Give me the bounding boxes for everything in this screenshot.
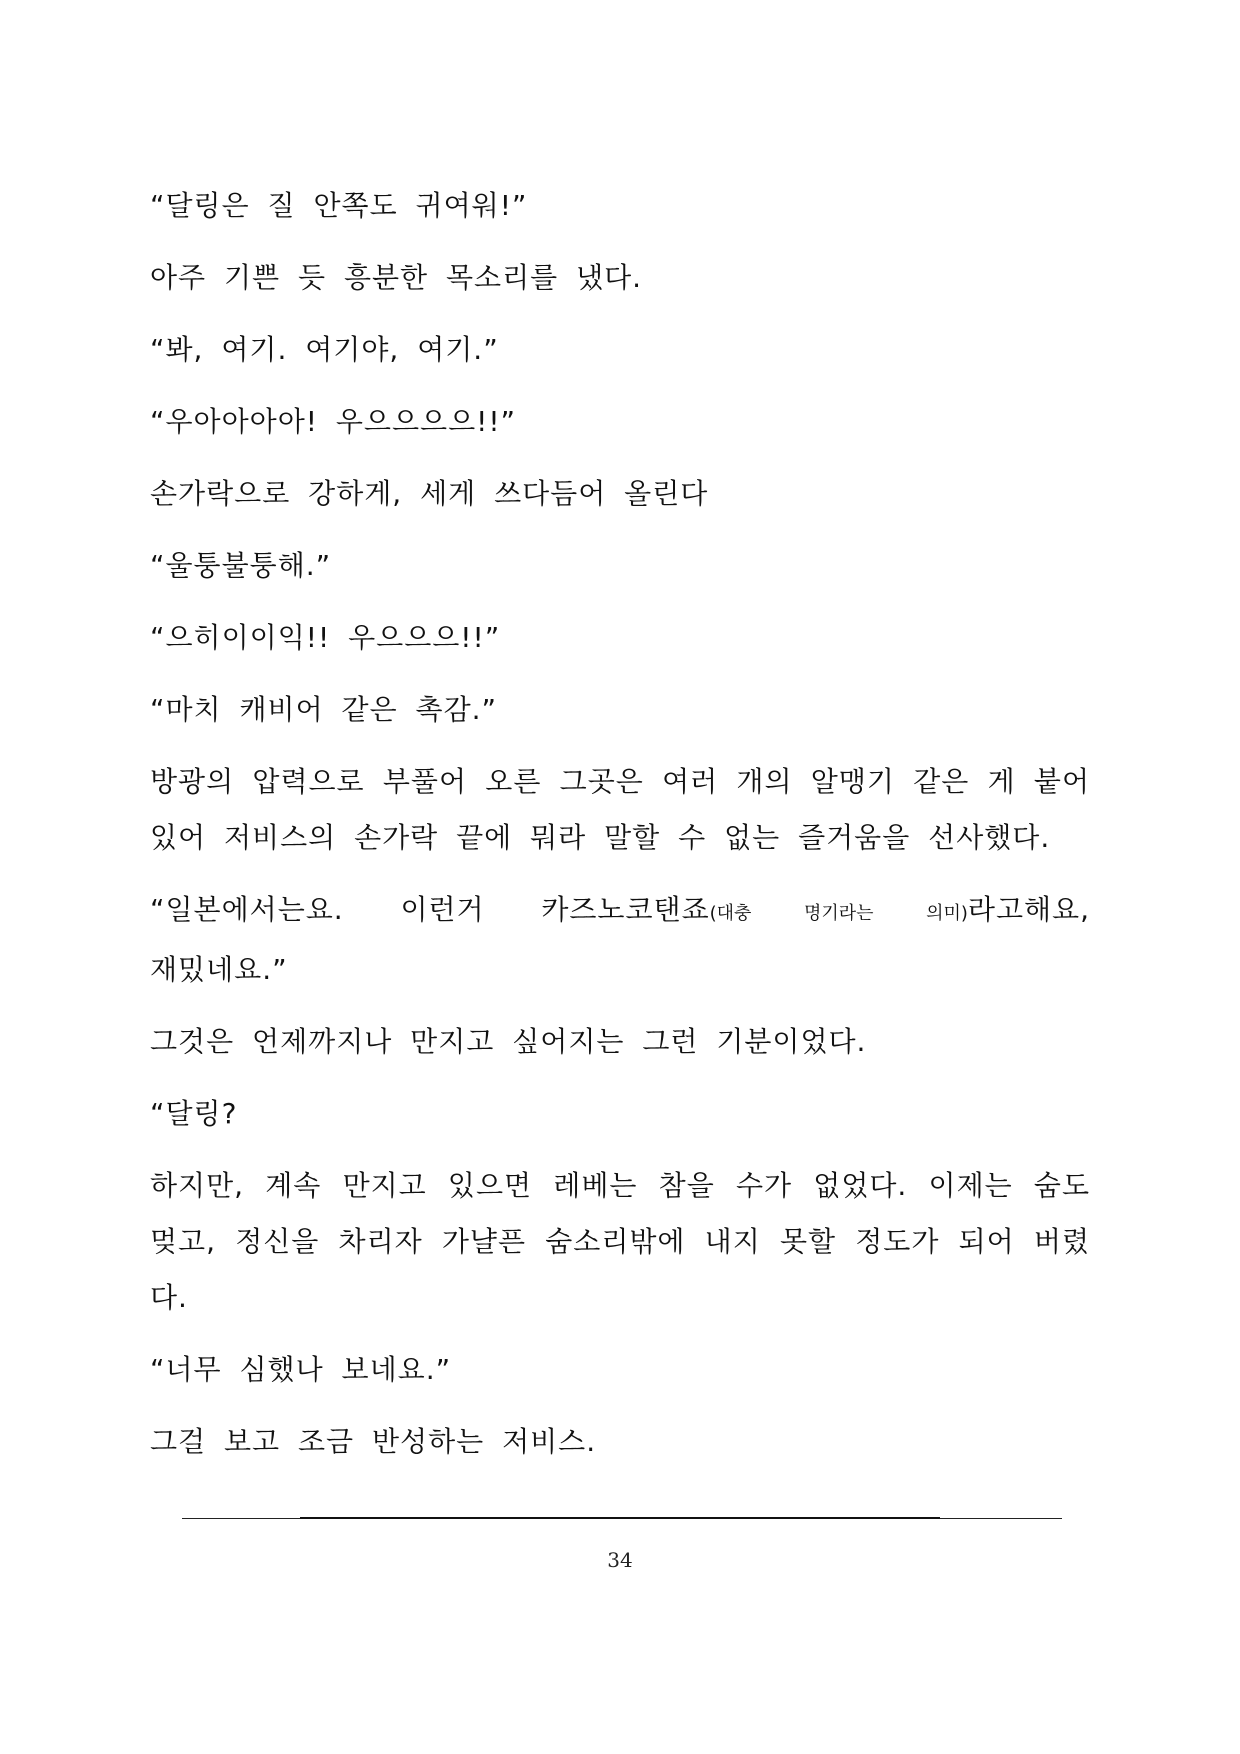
paragraph-5: 손가락으로 강하게, 세게 쓰다듬어 올린다 — [150, 477, 709, 510]
paragraph-10-part2: 라고해요, 재밌네요.” — [150, 893, 1090, 986]
paragraph-8: “마치 캐비어 같은 촉감.” — [150, 693, 498, 726]
paragraph-10-note: (대충 명기라는 의미) — [709, 903, 968, 924]
paragraph-12: “달링? — [150, 1097, 238, 1130]
paragraph-10 — [150, 882, 1090, 998]
paragraph-1: “달링은 질 안쪽도 귀여워!” — [150, 189, 528, 222]
paragraph-14: “너무 심했나 보네요.” — [150, 1353, 452, 1386]
footer-rule-thick — [300, 1517, 940, 1519]
page-number: 34 — [607, 1548, 633, 1572]
paragraph-3: “봐, 여기. 여기야, 여기.” — [150, 333, 499, 366]
paragraph-15: 그걸 보고 조금 반성하는 저비스. — [150, 1425, 597, 1458]
paragraph-2: 아주 기쁜 듯 흥분한 목소리를 냈다. — [150, 261, 643, 294]
paragraph-13: 하지만, 계속 만지고 있으면 레베는 참을 수가 없었다. 이제는 숨도 멎고, 정신을 차리자 가냘픈 숨소리밖에 내지 못할 정도가 되어 버렸다. — [150, 1169, 1090, 1314]
paragraph-11: 그것은 언제까지나 만지고 싶어지는 그런 기분이었다. — [150, 1025, 867, 1058]
paragraph-10-part1: “일본에서는요. 이런거 카즈노코탠죠 — [150, 893, 710, 926]
paragraph-6: “울퉁불퉁해.” — [150, 549, 332, 582]
body-text — [150, 178, 1090, 1470]
paragraph-9: 방광의 압력으로 부풀어 오른 그곳은 여러 개의 알맹기 같은 게 붙어 있어 저비스의 손가락 끝에 뭐라 말할 수 없는 즐거움을 선사했다. — [150, 765, 1090, 854]
paragraph-7: “으히이이익!! 우으으으!!” — [150, 621, 501, 654]
paragraph-4: “우아아아아! 우으으으으!!” — [150, 405, 517, 438]
